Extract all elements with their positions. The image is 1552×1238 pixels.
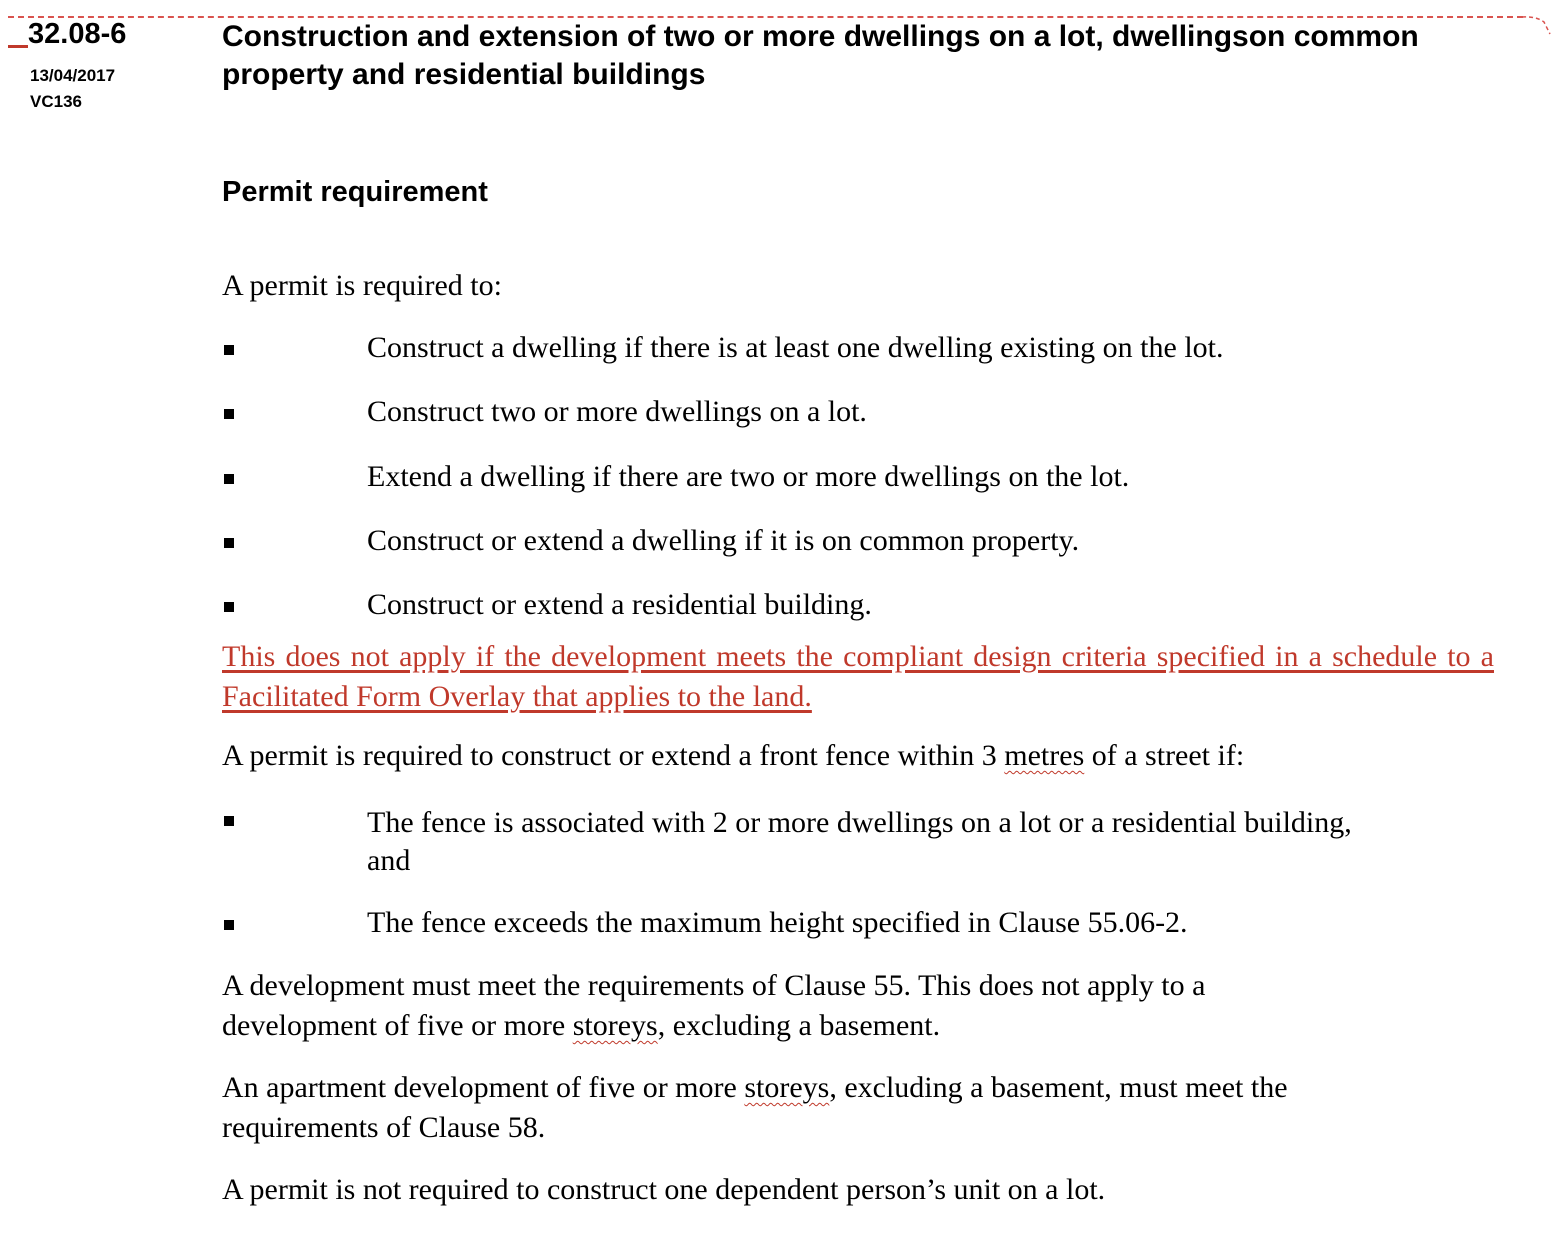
fence-intro xyxy=(222,736,1494,776)
fence-item: The fence exceeds the maximum height specified in Clause 55.06-2. xyxy=(367,906,1188,939)
bullet-icon xyxy=(224,538,234,548)
spelling-flagged-word: metres xyxy=(1004,739,1085,772)
permit-item: Construct a dwelling if there is at least one dwelling existing on the lot. xyxy=(367,331,1224,364)
permit-intro: A permit is required to: xyxy=(222,269,502,302)
fence-intro-text: A permit is required to construct or extend a front fence within 3 xyxy=(222,739,1005,772)
clause-58-text: An apartment development of five or more xyxy=(222,1071,745,1104)
bullet-icon xyxy=(224,345,234,355)
clause-date: 13/04/2017 xyxy=(30,66,116,85)
inserted-exemption-text: This does not apply if the development meets the compliant design criteria specified in a schedule to a Facilitated Form Overlay that applies to the land. xyxy=(222,640,1494,713)
clause-amendment: VC136 xyxy=(30,92,82,111)
clause-55-paragraph xyxy=(222,966,1352,1046)
permit-item: Construct two or more dwellings on a lot. xyxy=(367,395,867,428)
fence-intro-text-end: of a street if: xyxy=(1084,739,1245,772)
permit-item: Extend a dwelling if there are two or more dwellings on the lot. xyxy=(367,460,1130,493)
permit-item: Construct or extend a dwelling if it is on common property. xyxy=(367,524,1080,557)
dependent-unit-paragraph: A permit is not required to construct one dependent person’s unit on a lot. xyxy=(222,1173,1106,1206)
fence-item: The fence is associated with 2 or more dwellings on a lot or a residential building, and xyxy=(367,806,1352,877)
section-heading: Permit requirement xyxy=(222,176,488,208)
permit-item: Construct or extend a residential building. xyxy=(367,588,872,621)
bullet-icon xyxy=(224,816,234,826)
clause-58-paragraph xyxy=(222,1068,1447,1148)
clause-58-text-end: , excluding a basement, must meet the requirements of Clause 58. xyxy=(222,1071,1288,1144)
bullet-icon xyxy=(224,474,234,484)
bullet-icon xyxy=(224,602,234,612)
spelling-flagged-word: storeys xyxy=(744,1071,830,1104)
clause-title: Construction and extension of two or more dwellings on a lot, dwellingson common property and residential buildings xyxy=(222,20,1419,91)
clause-55-text: A development must meet the requirements of Clause 55. This does not apply to a development of five or more xyxy=(222,969,1206,1042)
spelling-flagged-word: storeys xyxy=(572,1009,658,1042)
clause-55-text-end: , excluding a basement. xyxy=(657,1009,941,1042)
track-change-margin-bar xyxy=(8,45,28,48)
bullet-icon xyxy=(224,920,234,930)
bullet-icon xyxy=(224,409,234,419)
clause-number: 32.08-6 xyxy=(28,18,127,50)
